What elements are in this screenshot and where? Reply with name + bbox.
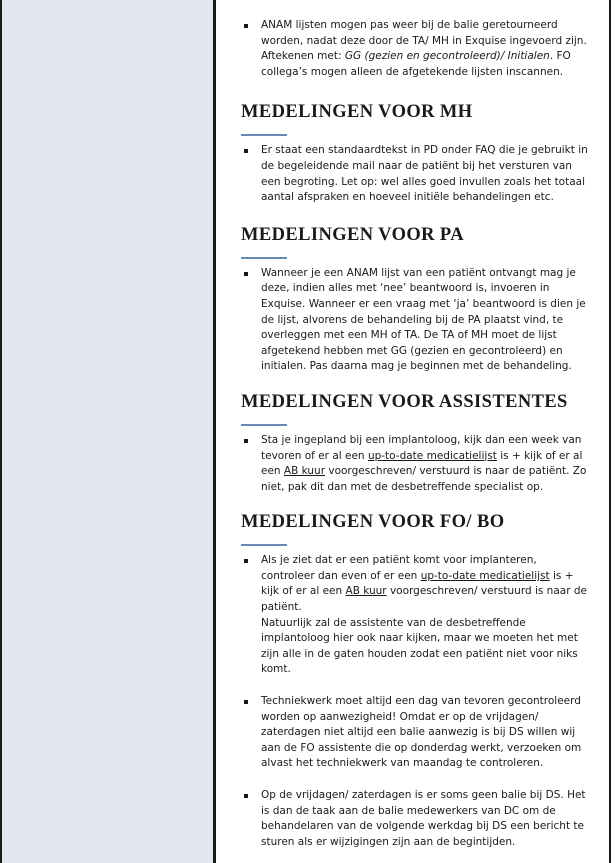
fo-bo-bullet-2-text: Techniekwerk moet altijd een dag van tevoren gecontroleerd worden op aanwezigheid! Omdat er op de vrijdagen/ zaterdagen niet altijd een balie aanwezig is bij DS willen wij aan de FO assistente die op donderdag werkt, verzoeken om alvast het techniekwerk van maandag te controleren. [261,695,582,770]
fo-bo-text-part-4: Natuurlijk zal de assistente van de desbetreffende implantoloog hier ook naar kijken, maar we moeten het met zijn alle in de gaten houden zodat een patiënt niet voor niks komt. [261,616,578,676]
intro-text-part-2: . FO collega’s mogen alleen de afgetekende lijsten inscannen. [261,50,571,78]
fo-bo-bullet-2 [241,694,591,772]
bullet-square-icon [244,439,248,443]
fo-bo-text-part-3: voorgeschreven/ verstuurd is naar de patiënt. [261,585,587,614]
bullet-square-icon [244,24,248,28]
heading-underline [241,424,287,426]
heading-pa: MEDELINGEN VOOR PA [241,224,465,245]
fo-bo-text-part-2: is + kijk of er al een [261,569,574,598]
medicatielijst-link[interactable]: up-to-date medicatielijst [420,569,550,582]
pa-bullet-text: Wanneer je een ANAM lijst van een patiënt ontvangt mag je deze, indien alles met ‘nee’ beantwoord is, invoeren in Exquise. Wanneer er een vraag met ‘ja’ beantwoord is dien je de lijst, alvorens de behandeling bij de PA plaatst vind, te overleggen met een MH of TA. De TA of MH moet de lijst afgetekend hebben met GG (gezien en gecontroleerd) en initialen. Pas daarna mag je beginnen met de behandeling. [261,266,586,373]
ab-kuur-link[interactable]: AB kuur [283,465,326,478]
fo-bo-text-part-1: Als je ziet dat er een patiënt komt voor implanteren, controleer dan even of er een [261,554,537,582]
mh-bullet-text: Er staat een standaardtekst in PD onder FAQ die je gebruikt in de begeleidende mail naar de patiënt bij het versturen van een begroting. Let op: wel alles goed invullen zoals het totaal aantal afspraken en hoeveel initiële behandelingen etc. [261,144,588,204]
mh-bullet-1 [241,143,591,205]
heading-fo-bo: MEDELINGEN VOOR FO/ BO [241,512,505,533]
pa-bullet-1 [241,266,591,375]
mh-bullets [241,143,591,205]
heading-underline [241,544,287,546]
heading-underline [241,134,287,136]
bullet-square-icon [244,149,248,153]
intro-bullets [241,18,591,80]
bullet-square-icon [244,559,248,563]
intro-text-italic: GG (gezien en gecontroleerd)/ Initialen [344,50,550,63]
fo-bo-bullet-3 [241,788,591,850]
intro-text-part-1: ANAM lijsten mogen pas weer bij de balie geretourneerd worden, nadat deze door de TA/ MH in Exquise ingevoerd zijn. Aftekenen met: [261,19,587,63]
assistentes-text-part-1: Sta je ingepland bij een implantoloog, kijk dan een week van tevoren of er al een [261,433,582,462]
heading-mh: MEDELINGEN VOOR MH [241,102,473,123]
ab-kuur-link[interactable]: AB kuur [345,585,387,598]
bullet-square-icon [244,794,248,798]
medicatielijst-link[interactable]: up-to-date medicatielijst [367,449,497,462]
intro-bullet-1 [241,18,591,80]
assistentes-text-part-3: voorgeschreven/ verstuurd is naar de patiënt. Zo niet, pak dit dan met de desbetreffende specialist op. [261,465,587,493]
pa-bullets [241,266,591,375]
document-page [241,18,591,850]
assistentes-bullets [241,433,591,495]
left-margin-panel [0,0,213,863]
fo-bo-bullet-3-text: Op de vrijdagen/ zaterdagen is er soms geen balie bij DS. Het is dan de taak aan de balie medewerkers van DC om de behandelaren van de volgende werkdag bij DS een bericht te sturen als er wijzigingen zijn aan de begintijden. [261,789,586,848]
heading-assistentes: MEDELINGEN VOOR ASSISTENTES [241,391,568,412]
assistentes-text-part-2: is + kijk of er al een [261,449,583,478]
fo-bo-bullets [241,553,591,850]
left-border-rule [0,0,2,863]
right-border-rule [609,0,611,863]
fo-bo-bullet-1 [241,553,591,678]
heading-underline [241,257,287,259]
bullet-square-icon [244,700,248,704]
bullet-square-icon [244,272,248,276]
assistentes-bullet-1 [241,433,591,495]
panel-separator-rule [213,0,216,863]
